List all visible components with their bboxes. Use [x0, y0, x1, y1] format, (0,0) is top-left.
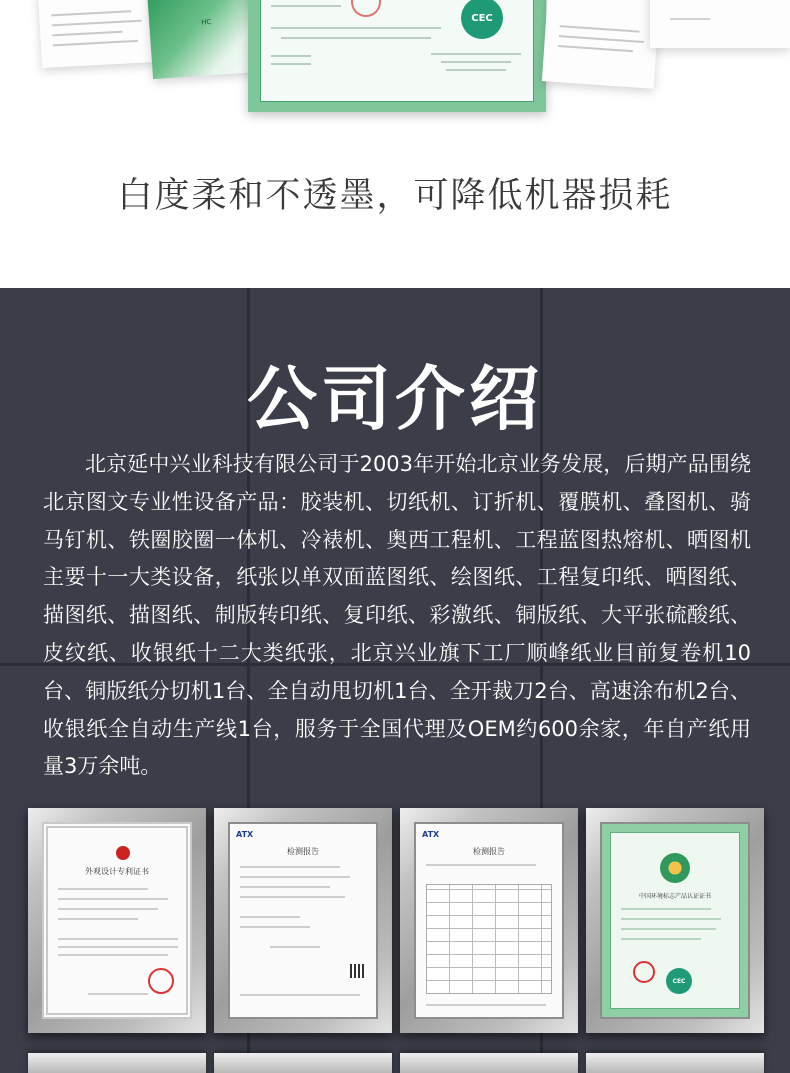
- atx-logo: ATX: [236, 830, 254, 839]
- certificate-heading: 外观设计专利证书: [85, 867, 149, 876]
- product-slogan: 白度柔和不透墨，可降低机器损耗: [117, 176, 673, 216]
- framed-certificate-next-row: [214, 1053, 392, 1073]
- section-title: 公司介绍: [247, 358, 543, 440]
- certificate-heading: 检测报告: [287, 847, 319, 856]
- framed-certificate-environmental: [586, 808, 764, 1033]
- certificate-showcase-top: [0, 0, 790, 288]
- patent-office-logo-icon: [116, 846, 130, 860]
- company-introduction-section: [0, 288, 790, 1073]
- cec-logo-icon: CEC: [666, 968, 692, 994]
- test-results-table: [426, 884, 552, 994]
- atx-logo: ATX: [422, 830, 440, 839]
- company-intro-text: 北京延中兴业科技有限公司于2003年开始北京业务发展，后期产品围绕北京图文专业性设备产品：胶装机、切纸机、订折机、覆膜机、叠图机、骑马钉机、铁圈胶圈一体机、冷裱机、奥西工程机、工程蓝图热熔机、晒图机主要十一大类设备，纸张以单双面蓝图纸、绘图纸、工程复印纸、晒图纸、描图纸、描图纸、制版转印纸、复印纸、彩激纸、铜版纸、大平张硫酸纸、皮纹纸、收银纸十二大类纸张，北京兴业旗下工厂顺峰纸业目前复卷机10台、铜版纸分切机1台、全自动甩切机1台、全开裁刀2台、高速涂布机2台、收银纸全自动生产线1台，服务于全国代理及OEM约600余家，年自产纸用量3万余吨。: [43, 452, 751, 779]
- qr-code-icon: [350, 964, 364, 978]
- framed-certificate-next-row: [586, 1053, 764, 1073]
- red-seal-icon: [148, 968, 174, 994]
- framed-certificate-test-report: [214, 808, 392, 1033]
- framed-certificate-next-row: [400, 1053, 578, 1073]
- document-right: [542, 0, 660, 89]
- green-doc-tag: HC: [201, 17, 212, 27]
- framed-certificate-test-table: [400, 808, 578, 1033]
- document-far-right: [650, 0, 790, 48]
- red-seal-icon: [633, 961, 655, 983]
- certificate-heading: 中国环境标志产品认证证书: [638, 893, 711, 900]
- framed-certificate-patent: [28, 808, 206, 1033]
- cec-logo-icon: CEC: [461, 0, 503, 39]
- red-seal-icon: [351, 0, 381, 17]
- environment-label-logo-icon: [660, 853, 690, 883]
- certificate-heading: 检测报告: [473, 847, 505, 856]
- framed-certificate-next-row: [28, 1053, 206, 1073]
- certificate-main: [248, 0, 546, 112]
- document-left: [38, 0, 157, 68]
